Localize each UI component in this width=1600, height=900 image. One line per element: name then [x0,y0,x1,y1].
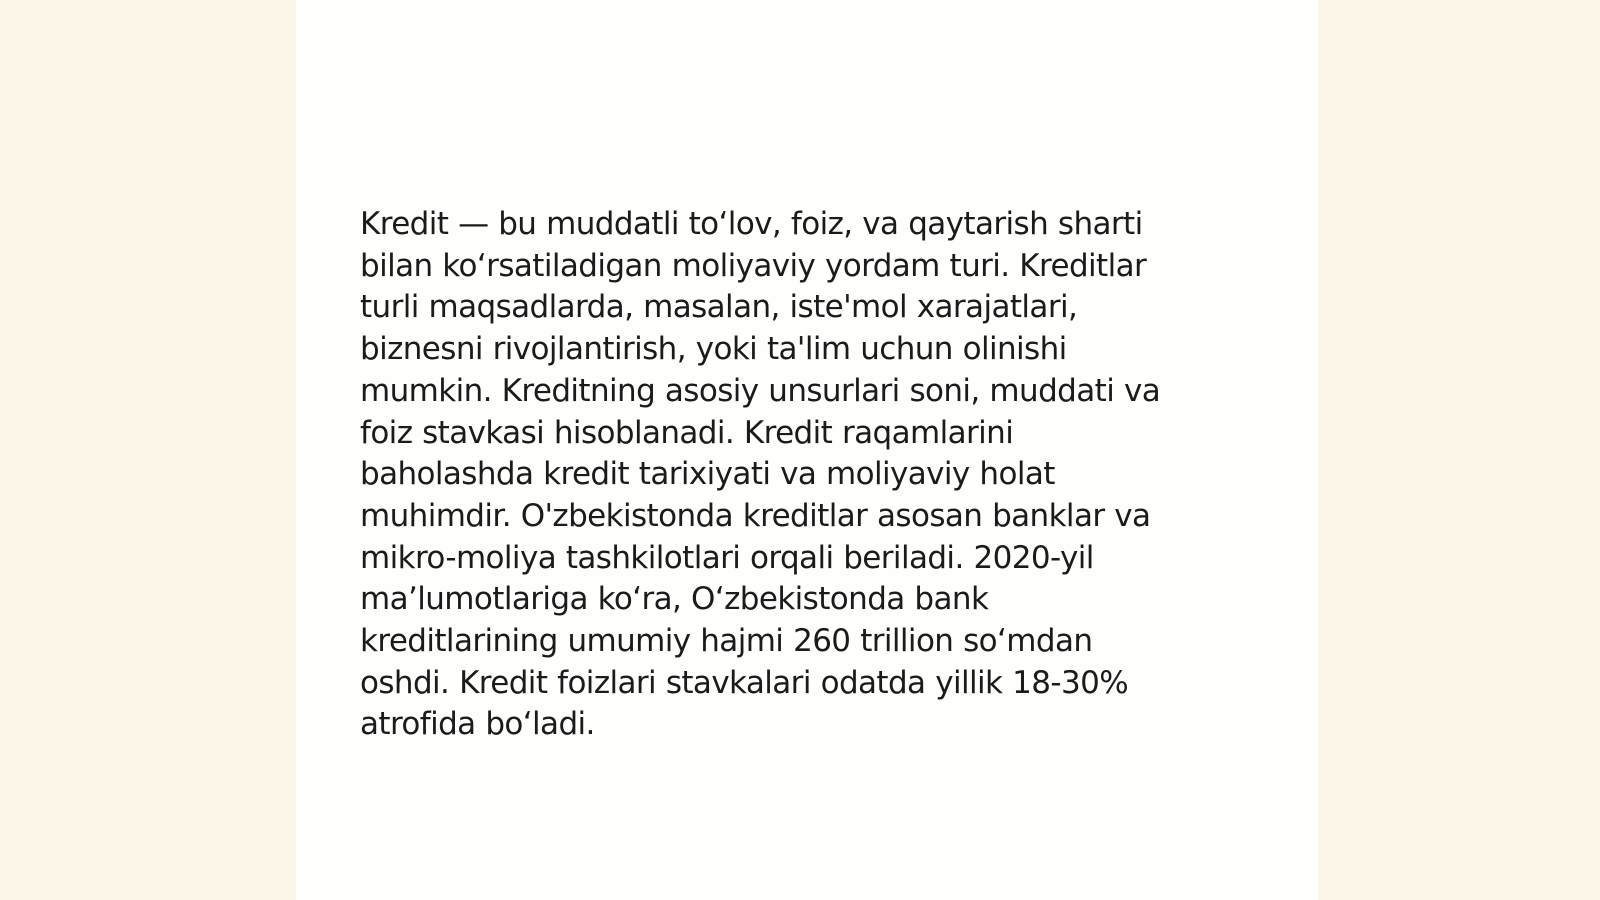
text-line: bilan ko‘rsatiladigan moliyaviy yordam turi. Kreditlar [360,247,1147,284]
text-line: baholashda kredit tarixiyati va moliyaviy holat [360,456,1055,493]
text-line: atrofida bo‘ladi. [360,706,595,743]
left-margin [0,0,296,900]
text-line: kreditlarining umumiy hajmi 260 trillion so‘mdan [360,623,1093,660]
right-margin [1318,0,1600,900]
text-line: biznesni rivojlantirish, yoki ta'lim uchun olinishi [360,331,1067,368]
body-paragraph [360,204,1260,746]
text-line: Kredit — bu muddatli to‘lov, foiz, va qaytarish sharti [360,206,1143,242]
text-line: oshdi. Kredit foizlari stavkalari odatda yillik 18-30% [360,664,1129,701]
slide-page [296,0,1318,900]
text-line: turli maqsadlarda, masalan, iste'mol xarajatlari, [360,289,1078,326]
text-line: ma’lumotlariga ko‘ra, O‘zbekistonda bank [360,581,989,618]
text-line: foiz stavkasi hisoblanadi. Kredit raqamlarini [360,414,1014,451]
text-line: mikro-moliya tashkilotlari orqali beriladi. 2020-yil [360,539,1094,576]
text-line: mumkin. Kreditning asosiy unsurlari soni, muddati va [360,372,1161,409]
text-line: muhimdir. O'zbekistonda kreditlar asosan banklar va [360,497,1151,534]
